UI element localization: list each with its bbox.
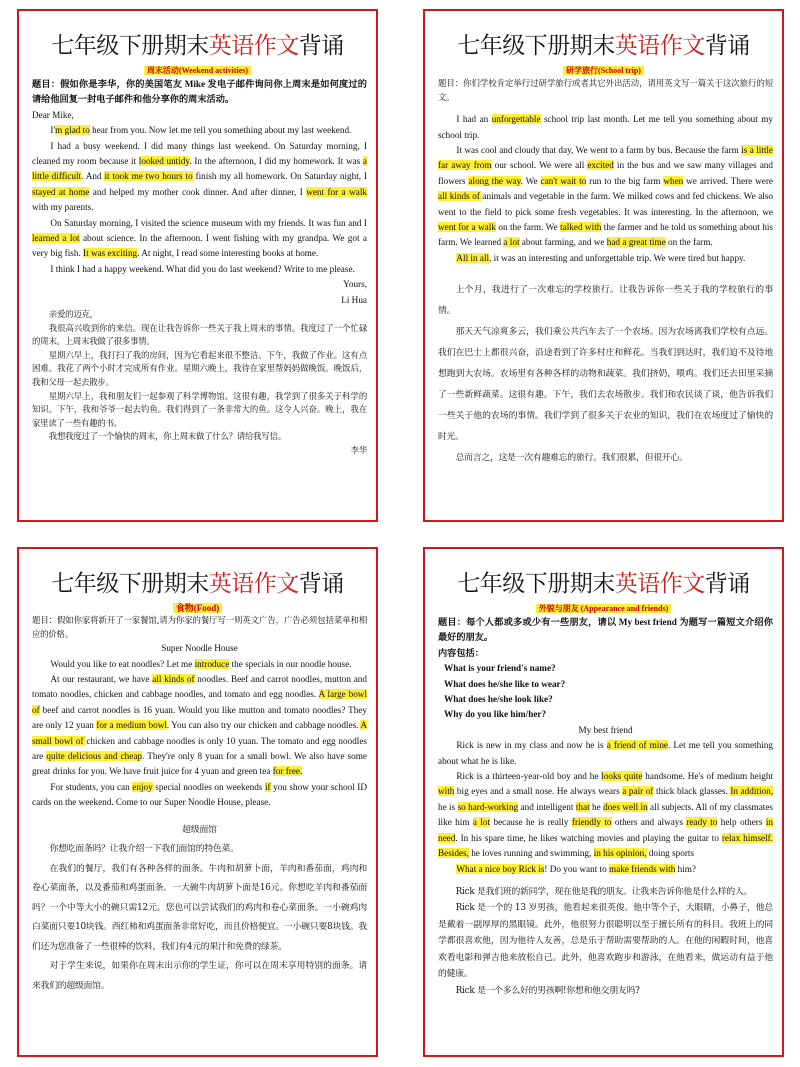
cn-paragraph: 你想吃面条吗？让我介绍一下我们面馆的特色菜。 <box>49 844 239 855</box>
card-title: 七年级下册期末英语作文背诵 <box>457 571 750 597</box>
paragraph: I think I had a happy weekend. What did you do last weekend? Write to me please. <box>50 263 355 274</box>
essay-heading: Super Noodle House <box>161 643 238 654</box>
closing: Yours, <box>343 279 367 290</box>
cn-paragraph: 星期六早上，我打扫了我的房间，因为它看起来很不整洁。下午，我做了作业。这有点困难。我花了两个小时才完成所有作业。星期六晚上，我待在家里帮妈妈做晚饭。晚饭后，我和父母一起去散步。 <box>32 349 367 388</box>
card-title: 七年级下册期末英语作文背诵 <box>51 33 344 59</box>
card-subtitle: 外貌与朋友 (Appearance and friends) <box>425 601 782 615</box>
cn-paragraph: 对于学生来说，如果你在周末出示你的学生证，你可以在周末享用特别的面条。请来我们的超级面馆。 <box>32 961 367 991</box>
card-subtitle: 研学旅行(School trip) <box>425 63 782 77</box>
task-prompt: 题目：每个人都或多或少有一些朋友，请以 My best friend 为题写一篇短文介绍你最好的朋友。 <box>438 617 773 643</box>
task-prompt: 题目：你们学校肯定举行过研学旅行或者其它外出活动，请用英文写一篇关于这次旅行的短文。 <box>438 78 773 102</box>
card-title: 七年级下册期末英语作文背诵 <box>51 571 344 597</box>
paragraph: Rick is new in my class and now he is a friend of mine. Let me tell you something about what he is like. <box>438 740 773 766</box>
greeting: Dear Mike, <box>32 109 74 120</box>
card-title: 七年级下册期末英语作文背诵 <box>457 33 750 59</box>
essay-card-food <box>17 547 378 1057</box>
task-prompt: 题目：假如你是李华，你的美国笔友 Mike 发电子邮件询问你上周末是如何度过的请给他回复一封电子邮件和他分享你的周末活动。 <box>32 79 367 105</box>
cn-greeting: 亲爱的迈克， <box>48 309 98 320</box>
cn-paragraph: 星期六早上，我和朋友们一起参观了科学博物馆。这很有趣，我学到了很多关于科学的知识。下午，我和爷爷一起去钓鱼。我们得到了一条非常大的鱼。这令人兴奋。晚上，我在家里读了一些有趣的书。 <box>32 390 367 428</box>
essay-card-weekend <box>17 9 378 522</box>
essay-card-school-trip <box>423 9 784 522</box>
cn-paragraph: Rick 是一个多么好的男孩啊!你想和他交朋友吗? <box>455 985 640 996</box>
card-subtitle: 周末活动(Weekend activities) <box>19 63 376 77</box>
cn-paragraph: 我很高兴收到你的来信。现在让我告诉你一些关于我上周末的事情。我度过了一个忙碌的周末。上周末我做了很多事情。 <box>32 322 367 347</box>
cn-paragraph: Rick 是我们班的新同学，现在他是我的朋友。让我来告诉你他是什么样的人。 <box>455 886 753 897</box>
paragraph: I had a busy weekend. I did many things last weekend. On Saturday morning, I cleaned my room because it looked untidy. In the afternoon, I did my homework. It was a little difficult. And it took me two hours to finish my all homework. On Saturday night, I stayed at home and helped my mother cook dinner. And after dinner, I went for a walk with my parents. <box>32 140 367 213</box>
content-label: 内容包括： <box>438 647 484 658</box>
paragraph: Would you like to eat noodles? Let me introduce the specials in our noodle house. <box>50 658 352 669</box>
card-subtitle: 食物(Food) <box>19 601 376 614</box>
cn-paragraph: 那天天气凉爽多云，我们乘公共汽车去了一个农场。因为农场离我们学校有点远。我们在巴士上都很兴奋，沿途看到了许多村庄和鲜花。当我们到达时，我们迫不及待地想跑到大农场。农场里有各种各样的动物和蔬菜。我们挤奶，喂鸡。我们还去田里采摘了一些新鲜蔬菜。这很有趣。下午，我们去农场散步。我们和农民谈了谈，他告诉我们一些关于他的农场的事情。我们学到了很多关于农业的知识，我们在农场度过了愉快的时光。 <box>438 327 773 443</box>
paragraph: Rick is a thirteen-year-old boy and he looks quite handsome. He's of medium height with big eyes and a small nose. He always wears a pair of thick black glasses. In addition, he is so hard-working and intelligent that he does well in all subjects. All of my classmates like him a lot because he is really friendly to others and always ready to help others in need. In his spare time, he likes watching movies and playing the guitar to relax himself. Besides, he loves running and swimming, in his opinion, doing sports <box>438 771 774 859</box>
paragraph: It was cool and cloudy that day, We went to a farm by bus. Because the farm is a little far away from our school. We were all excited in the bus and we saw many villages and flowers along the way. We can't wait to run to the big farm when we arrived. There were all kinds of animals and vegetable in the farm. We milked cows and fed chickens. We also went to the field to pick some fresh vegetables. It was interesting. In the afternoon, we went for a walk on the farm. We talked with the farmer and he told us something about his farm. We learned a lot about farming, and we had a great time on the farm. <box>438 145 773 248</box>
paragraph: What a nice boy Rick is! Do you want to make friends with him? <box>456 863 696 874</box>
cn-paragraph: Rick 是一个的 13 岁男孩，他看起来很英俊。他中等个子，大眼睛，小鼻子，他总是戴着一副厚厚的黑眼镜。此外，他很努力很聪明以至于擅长所有的科目。我班上的同学都很喜欢他，因为他待人友善，总是乐于帮助需要帮助的人。在他的闲暇时间，他喜欢看电影和弹吉他来放松自己。此外，他喜欢跑步和游泳，在他看来，做运动有益于他的健康。 <box>438 903 773 980</box>
paragraph: I had an unforgettable school trip last month. Let me tell you something about my school trip. <box>438 114 774 140</box>
question: What does he/she like to wear? <box>444 678 566 689</box>
paragraph: For students, you can enjoy special noodles on weekends if you show your school ID cards on the weekend. Come to our Super Noodle House, please. <box>32 781 367 808</box>
cn-heading: 超级面馆 <box>182 824 217 835</box>
essay-heading: My best friend <box>578 724 633 735</box>
essay-card-friends <box>423 547 784 1057</box>
cn-paragraph: 我想我度过了一个愉快的周末，你上周末做了什么？请给我写信。 <box>48 431 286 442</box>
task-prompt: 题目：假如你家将新开了一家餐馆,请为你家的餐厅写一则英文广告，广告必须包括菜单和相应的价格。 <box>32 615 367 639</box>
question: What does he/she look like? <box>444 694 553 705</box>
cn-paragraph: 上个月，我进行了一次难忘的学校旅行。让我告诉你一些关于我的学校旅行的事情。 <box>438 285 773 317</box>
signature: Li Hua <box>341 294 367 305</box>
cn-signature: 李华 <box>350 445 367 456</box>
paragraph: All in all, it was an interesting and unforgettable trip. We were tired but happy. <box>456 252 746 263</box>
cn-paragraph: 在我们的餐厅，我们有各种各样的面条。牛肉和胡萝卜面，羊肉和番茄面，鸡肉和卷心菜面条，以及番茄和鸡蛋面条。一大碗牛肉胡萝卜面是16元。你想吃羊肉和番茄面吗？一个中等大小的碗只需12元。您也可以尝试我们的鸡肉和卷心菜面条。一小碗鸡肉白菜面只要10块钱。西红柿和鸡蛋面条非常好吃，而且价格便宜。一小碗只要8块钱。我们还为您准备了一些很棒的饮料，我们有4元的果汁和免费的绿茶。 <box>32 863 367 952</box>
paragraph: On Saturday morning, I visited the science museum with my friends. It was fun and I learned a lot about science. In the afternoon. I went fishing with my grandpa. We got a very big fish. It was exciting. At night, I read some interesting books at home. <box>32 217 367 259</box>
question: What is your friend's name? <box>444 663 556 674</box>
cn-paragraph: 总而言之，这是一次有趣难忘的旅行。我们很累，但很开心。 <box>455 453 688 464</box>
paragraph: At our restaurant, we have all kinds of noodles. Beef and carrot noodles, mutton and tomato noodles, chicken and cabbage noodles, and tomato and egg noodles. A large bowl of beef and carrot noodles is 16 yuan. Would you like mutton and tomato noodles? They are only 12 yuan for a medium bowl. You can also try our chicken and cabbage noodles. A small bowl of chicken and cabbage noodles is only 10 yuan. The tomato and egg noodles are quite delicious and cheap. They're only 8 yuan for a small bowl. We also have some great drinks for you. We have fruit juice for 4 yuan and green tea for free. <box>32 674 368 777</box>
paragraph: I'm glad to hear from you. Now let me tell you something about my last weekend. <box>50 125 352 136</box>
question: Why do you like him/her? <box>444 709 547 720</box>
